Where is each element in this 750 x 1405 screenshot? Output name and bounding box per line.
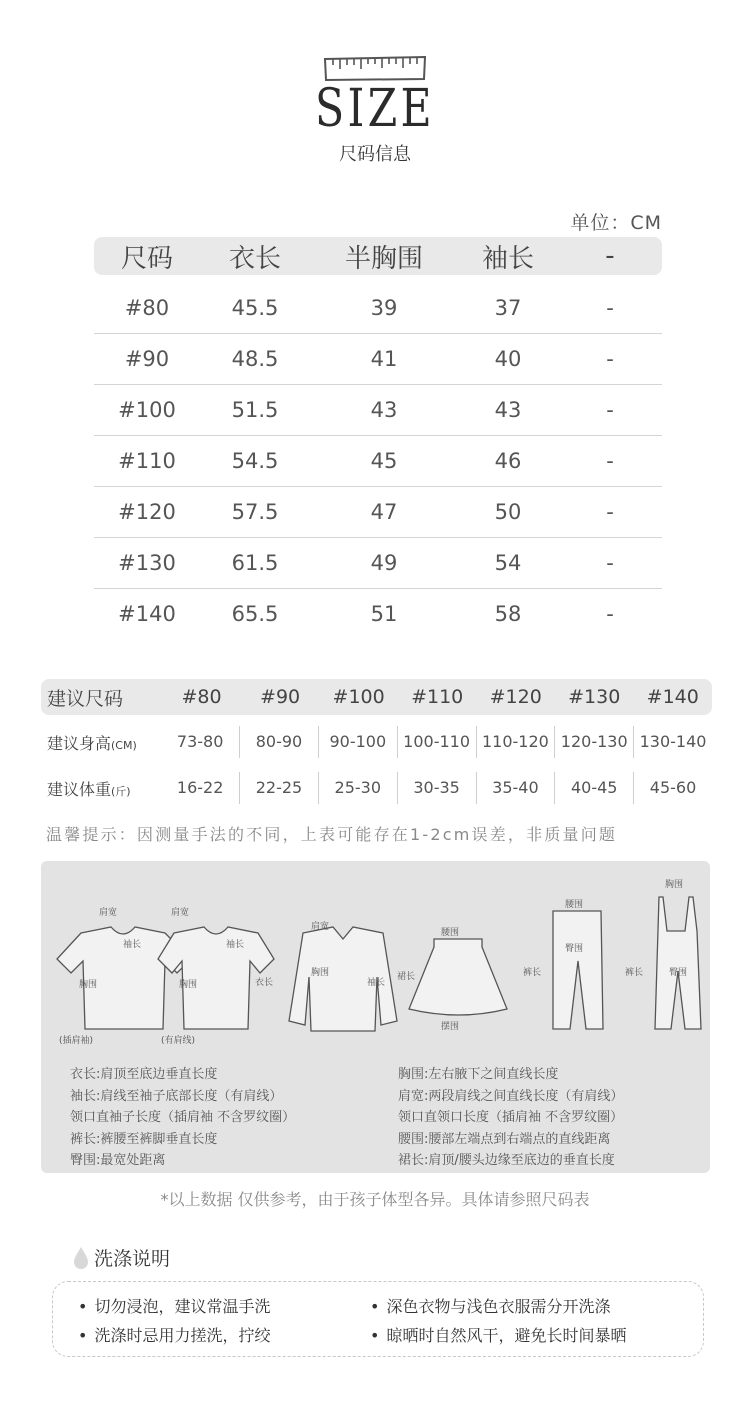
table-cell: 37 — [494, 296, 522, 320]
page-title: SIZE — [315, 79, 435, 139]
table-cell: #90 — [124, 347, 170, 371]
height-cell: 100-110 — [397, 726, 476, 758]
set-in-sleeve-label: 袖长 — [226, 940, 245, 950]
recommend-size-cell: #120 — [489, 686, 542, 708]
garment-diagrams — [41, 861, 710, 1061]
washing-title: 洗涤说明 — [94, 1248, 171, 1270]
weight-cell: 35-40 — [476, 772, 555, 804]
weight-cell: 25-30 — [318, 772, 397, 804]
table-cell: 61.5 — [231, 551, 279, 575]
weight-cell: 22-25 — [239, 772, 318, 804]
weight-label — [41, 777, 161, 800]
table-cell: #80 — [124, 296, 170, 320]
table-row — [94, 538, 662, 589]
pants-hip-label: 臀围 — [565, 944, 584, 954]
pants-length-label: 裤长 — [523, 968, 542, 978]
raglan-caption: (插肩袖) — [59, 1036, 94, 1046]
definition-item: 领口直袖子长度（插肩袖 不含罗纹圈） — [70, 1110, 296, 1125]
definition-item: 肩宽:两段肩线之间直线长度（有肩线） — [398, 1088, 624, 1104]
weight-cell: 45-60 — [633, 772, 712, 804]
pants-waist-label: 腰围 — [565, 900, 584, 910]
table-cell: - — [606, 449, 614, 473]
table-cell: 45.5 — [231, 296, 279, 320]
table-row — [94, 385, 662, 436]
header-cell: - — [605, 241, 615, 271]
set-in-shoulder-label: 肩宽 — [171, 908, 190, 918]
recommend-size-label: 建议尺码 — [47, 687, 124, 710]
table-cell: - — [606, 500, 614, 524]
definition-item: 臀围:最宽处距离 — [70, 1153, 166, 1168]
set-in-chest-label: 胸围 — [179, 980, 198, 990]
table-cell: - — [606, 551, 614, 575]
table-cell: 43 — [370, 398, 398, 422]
table-cell: 39 — [370, 296, 398, 320]
height-cell: 90-100 — [318, 726, 397, 758]
table-cell: 50 — [494, 500, 522, 524]
recommend-size-cell: #130 — [568, 686, 621, 708]
definition-item: 衣长:肩顶至底边垂直长度 — [70, 1067, 218, 1082]
jacket-chest-label: 胸围 — [311, 968, 330, 978]
table-cell: 65.5 — [231, 602, 279, 626]
pants-icon — [553, 911, 603, 1029]
header-cell: 半胸围 — [344, 243, 423, 274]
height-cell: 73-80 — [176, 732, 224, 751]
table-cell: 46 — [494, 449, 522, 473]
recommend-size-cell: #100 — [332, 686, 385, 708]
size-table — [94, 237, 662, 639]
water-drop-icon — [72, 1246, 90, 1270]
recommend-weight-row — [41, 765, 712, 811]
raglan-sleeve-label: 袖长 — [123, 940, 142, 950]
jacket-shoulder-label: 肩宽 — [311, 922, 330, 932]
weight-cell: 16-22 — [176, 778, 224, 797]
table-cell: 54.5 — [231, 449, 279, 473]
jacket-length-label: 衣长 — [255, 978, 274, 988]
table-cell: 45 — [370, 449, 398, 473]
table-cell: 54 — [494, 551, 522, 575]
height-cell: 110-120 — [476, 726, 555, 758]
recommend-size-cell: #90 — [260, 686, 301, 708]
measurement-note: 温馨提示：因测量手法的不同，上表可能存在1-2cm误差，非质量问题 — [46, 825, 618, 844]
height-label-text: 建议身高 — [47, 733, 112, 753]
definitions-right — [398, 1064, 623, 1172]
recommend-size-cell: #110 — [411, 686, 464, 708]
definition-item: 领口直领口长度（插肩袖 不含罗纹圈） — [398, 1110, 624, 1125]
overalls-length-label: 裤长 — [625, 968, 644, 978]
header-cell: 袖长 — [481, 243, 534, 274]
recommend-size-cell: #80 — [181, 686, 222, 708]
definition-item: 胸围:左右腋下之间直线长度 — [398, 1067, 559, 1082]
table-row — [94, 334, 662, 385]
table-cell: #120 — [118, 500, 176, 524]
table-cell: 43 — [494, 398, 522, 422]
table-cell: #140 — [118, 602, 176, 626]
definition-item: 腰围:腰部左端点到右端点的直线距离 — [398, 1131, 611, 1147]
washing-item: • 切勿浸泡，建议常温手洗 — [78, 1294, 270, 1317]
table-cell: 40 — [494, 347, 522, 371]
definition-item: 裙长:肩顶/腰头边缘至底边的垂直长度 — [398, 1153, 615, 1168]
table-cell: 49 — [370, 551, 398, 575]
unit-label: 单位：CM — [570, 212, 662, 234]
table-cell: - — [606, 602, 614, 626]
weight-unit: (斤) — [111, 784, 131, 798]
height-label — [41, 731, 161, 754]
height-cell: 120-130 — [554, 726, 633, 758]
weight-cell: 30-35 — [397, 772, 476, 804]
table-row — [94, 589, 662, 639]
definition-item: 袖长:肩线至袖子底部长度（有肩线） — [70, 1088, 283, 1104]
table-cell: #130 — [118, 551, 176, 575]
table-row — [94, 436, 662, 487]
table-cell: #110 — [118, 449, 176, 473]
height-unit: (CM) — [111, 738, 137, 752]
definition-item: 裤长:裤腰至裤脚垂直长度 — [70, 1131, 218, 1147]
raglan-shoulder-label: 肩宽 — [99, 908, 118, 918]
recommend-height-row — [41, 719, 712, 765]
table-cell: 57.5 — [231, 500, 279, 524]
set-in-caption: (有肩线) — [161, 1036, 196, 1046]
overalls-chest-label: 胸围 — [665, 880, 684, 890]
header-cell: 尺码 — [120, 243, 173, 274]
washing-item: • 洗涤时忌用力搓洗，拧绞 — [78, 1323, 270, 1346]
raglan-chest-label: 胸围 — [79, 980, 98, 990]
weight-cell: 40-45 — [554, 772, 633, 804]
washing-header — [72, 1244, 170, 1271]
recommend-table — [41, 679, 712, 811]
skirt-icon — [409, 939, 507, 1015]
table-cell: - — [606, 296, 614, 320]
table-cell: #100 — [118, 398, 176, 422]
page-subtitle: 尺码信息 — [339, 144, 411, 165]
recommend-size-cell: #140 — [646, 686, 699, 708]
weight-label-text: 建议体重 — [47, 779, 112, 799]
recommend-table-header — [41, 679, 712, 715]
table-cell: 48.5 — [231, 347, 279, 371]
washing-item: • 晾晒时自然风干，避免长时间暴晒 — [370, 1323, 626, 1346]
washing-item: • 深色衣物与浅色衣服需分开洗涤 — [370, 1294, 610, 1317]
table-cell: 51 — [370, 602, 398, 626]
table-row — [94, 283, 662, 334]
table-cell: - — [606, 347, 614, 371]
height-cell: 80-90 — [239, 726, 318, 758]
skirt-hem-label: 摆围 — [441, 1022, 460, 1032]
header-cell: 衣长 — [228, 243, 281, 274]
skirt-waist-label: 腰围 — [441, 928, 460, 938]
overalls-icon — [655, 897, 701, 1029]
table-cell: 47 — [370, 500, 398, 524]
table-cell: 58 — [494, 602, 522, 626]
definitions-left — [70, 1064, 295, 1172]
table-cell: 51.5 — [231, 398, 279, 422]
size-table-header — [94, 237, 662, 275]
height-cell: 130-140 — [633, 726, 712, 758]
overalls-hip-label: 臀围 — [669, 968, 688, 978]
table-row — [94, 487, 662, 538]
skirt-length-label: 裙长 — [397, 972, 416, 982]
disclaimer: *以上数据 仅供参考，由于孩子体型各异。具体请参照尺码表 — [160, 1190, 590, 1209]
table-cell: 41 — [370, 347, 398, 371]
table-cell: - — [606, 398, 614, 422]
jacket-sleeve-label: 袖长 — [367, 978, 386, 988]
